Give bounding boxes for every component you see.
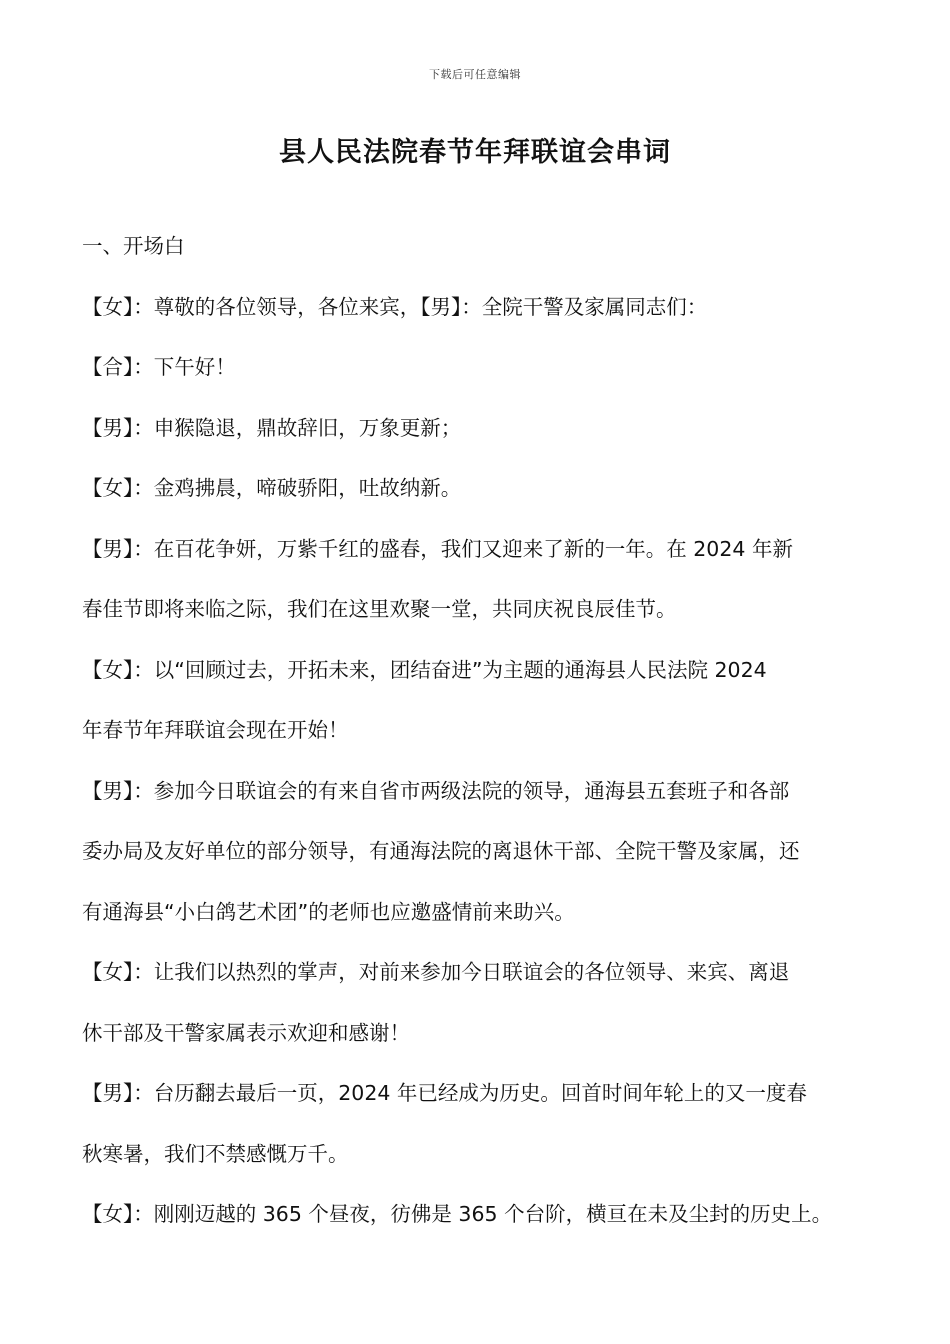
paragraph-line: 【合】：下午好！	[82, 355, 236, 379]
paragraph-line: 【女】：以“回顾过去，开拓未来，团结奋进”为主题的通海县人民法院 2024	[82, 657, 767, 682]
paragraph-line: 休干部及干警家属表示欢迎和感谢！	[82, 1020, 410, 1045]
section-heading: 一、开场白	[82, 234, 185, 258]
paragraph-line: 【女】：尊敬的各位领导，各位来宾，【男】：全院干警及家属同志们：	[82, 294, 708, 319]
paragraph-line: 【男】：台历翻去最后一页，2024 年已经成为历史。回首时间年轮上的又一度春	[82, 1081, 807, 1105]
paragraph-line: 【女】：刚刚迈越的 365 个昼夜，彷佛是 365 个台阶，横亘在未及尘封的历史上。	[82, 1202, 833, 1226]
paragraph-line: 【男】：参加今日联谊会的有来自省市两级法院的领导，通海县五套班子和各部	[82, 778, 790, 803]
document-title: 县人民法院春节年拜联谊会串词	[279, 137, 671, 168]
paragraph-line: 秋寒暑，我们不禁感慨万千。	[82, 1141, 349, 1166]
document-body	[82, 216, 877, 1245]
paragraph-line: 春佳节即将来临之际，我们在这里欢聚一堂，共同庆祝良辰佳节。	[82, 597, 677, 621]
paragraph-line: 有通海县“小白鸽艺术团”的老师也应邀盛情前来助兴。	[82, 899, 575, 924]
paragraph-line: 【女】：金鸡拂晨，啼破骄阳，吐故纳新。	[82, 476, 462, 500]
paragraph-line: 【女】：让我们以热烈的掌声，对前来参加今日联谊会的各位领导、来宾、离退	[82, 960, 790, 984]
paragraph-line: 委办局及友好单位的部分领导，有通海法院的离退休干部、全院干警及家属，还	[82, 839, 800, 863]
paragraph-line: 【男】：在百花争妍，万紫千红的盛春，我们又迎来了新的一年。在 2024 年新	[82, 536, 793, 561]
paragraph-line: 年春节年拜联谊会现在开始！	[82, 718, 349, 742]
paragraph-line: 【男】：申猴隐退，鼎故辞旧，万象更新；	[82, 415, 462, 440]
header-note: 下载后可任意编辑	[429, 68, 521, 81]
